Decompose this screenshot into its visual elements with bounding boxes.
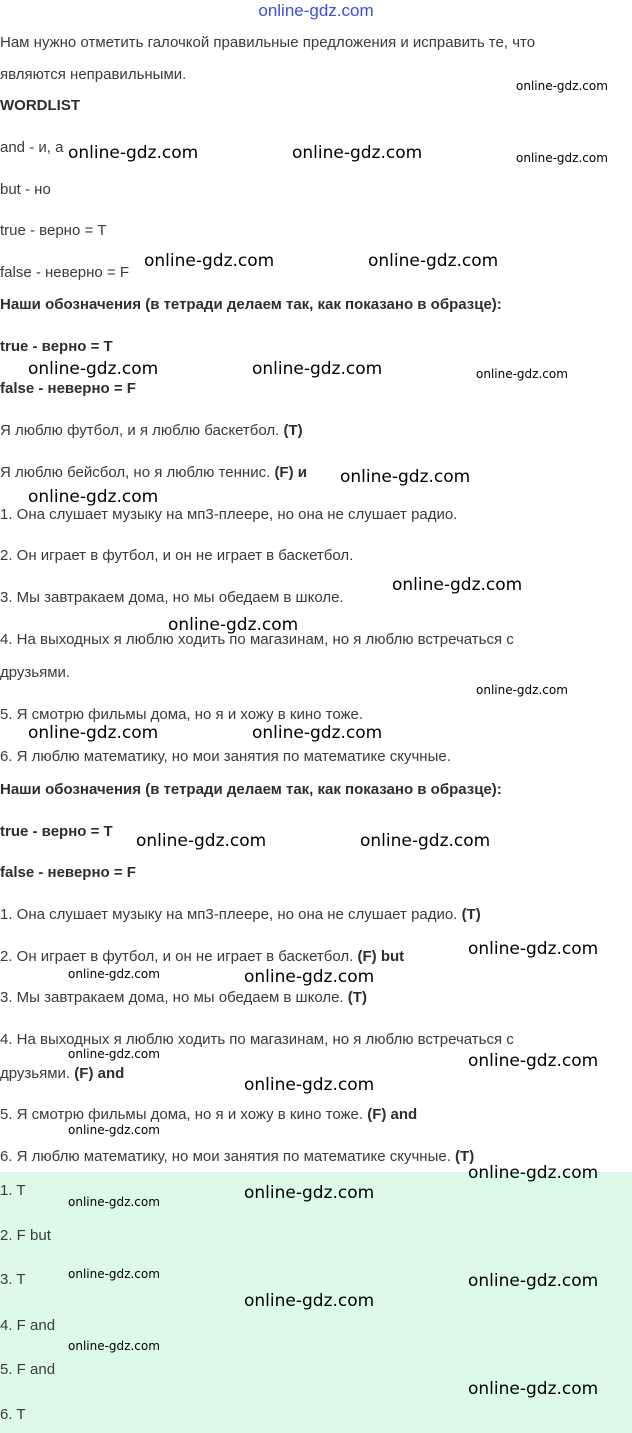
watermark: online-gdz.com [252, 359, 383, 379]
watermark: online-gdz.com [468, 1379, 599, 1399]
marked-text: 6. Я люблю математику, но мои занятия по математике скучные. [0, 1148, 456, 1165]
sentence-line: 2. Он играет в футбол, и он не играет в баскетбол. [0, 547, 354, 564]
answer-item: 3. T [0, 1271, 26, 1288]
watermark: online-gdz.com [468, 939, 599, 959]
wordlist-item: but - но [0, 181, 51, 198]
watermark: online-gdz.com [244, 1183, 375, 1203]
watermark: online-gdz.com [292, 143, 423, 163]
marked-line [0, 989, 367, 1007]
marked-line [0, 1148, 474, 1166]
sentence-line: 1. Она слушает музыку на мп3-плеере, но она не слушает радио. [0, 506, 458, 523]
example-text: Я люблю бейсбол, но я люблю теннис. [0, 464, 275, 481]
watermark: online-gdz.com [68, 967, 160, 981]
watermark: online-gdz.com [392, 575, 523, 595]
marked-text: друзьями. [0, 1065, 75, 1082]
sentence-line: друзьями. [0, 664, 71, 681]
watermark: online-gdz.com [28, 487, 159, 507]
marked-text: 2. Он играет в футбол, и он не играет в баскетбол. [0, 948, 358, 965]
example-line [0, 464, 307, 482]
watermark: online-gdz.com [516, 79, 608, 93]
watermark: online-gdz.com [360, 831, 491, 851]
watermark: online-gdz.com [468, 1051, 599, 1071]
watermark: online-gdz.com [28, 359, 159, 379]
watermark: online-gdz.com [244, 967, 375, 987]
site-logo[interactable]: online-gdz.com [258, 1, 374, 20]
watermark: online-gdz.com [516, 151, 608, 165]
marked-mark: (F) and [74, 1065, 125, 1082]
watermark: online-gdz.com [468, 1271, 599, 1291]
marked-line [0, 948, 404, 966]
watermark: online-gdz.com [68, 1267, 160, 1281]
marked-text: 1. Она слушает музыку на мп3-плеере, но она не слушает радио. [0, 906, 462, 923]
watermark: online-gdz.com [68, 1047, 160, 1061]
intro-line-1: Нам нужно отметить галочкой правильные предложения и исправить те, что [0, 34, 536, 51]
answer-item: 4. F and [0, 1317, 56, 1334]
answer-item: 1. T [0, 1182, 26, 1199]
watermark: online-gdz.com [136, 831, 267, 851]
wordlist-item: true - верно = T [0, 222, 107, 239]
marked-mark: (T) [455, 1148, 475, 1165]
watermark: online-gdz.com [68, 1123, 160, 1137]
marked-mark: (F) and [367, 1106, 418, 1123]
watermark: online-gdz.com [476, 367, 568, 381]
notation-true: true - верно = T [0, 338, 113, 355]
marked-line [0, 1106, 417, 1124]
watermark: online-gdz.com [168, 615, 299, 635]
notation-false: false - неверно = F [0, 380, 136, 397]
marked-mark: (T) [347, 989, 367, 1006]
watermark: online-gdz.com [144, 251, 275, 271]
sentence-line: 3. Мы завтракаем дома, но мы обедаем в школе. [0, 589, 344, 606]
notation2-false: false - неверно = F [0, 864, 136, 881]
answer-item: 5. F and [0, 1361, 56, 1378]
marked-text: 3. Мы завтракаем дома, но мы обедаем в школе. [0, 989, 348, 1006]
watermark: online-gdz.com [468, 1163, 599, 1183]
wordlist-item: and - и, а [0, 139, 64, 156]
watermark: online-gdz.com [68, 1195, 160, 1209]
marked-mark: (T) [461, 906, 481, 923]
watermark: online-gdz.com [68, 1339, 160, 1353]
marked-text: 5. Я смотрю фильмы дома, но я и хожу в кино тоже. [0, 1106, 368, 1123]
marked-mark: (F) but [357, 948, 405, 965]
watermark: online-gdz.com [340, 467, 471, 487]
watermark: online-gdz.com [476, 683, 568, 697]
wordlist-item: false - неверно = F [0, 264, 130, 281]
watermark: online-gdz.com [28, 723, 159, 743]
answer-item: 6. T [0, 1406, 26, 1423]
wordlist-title: WORDLIST [0, 97, 80, 114]
notation2-true: true - верно = T [0, 823, 113, 840]
sentence-line: 6. Я люблю математику, но мои занятия по математике скучные. [0, 748, 451, 765]
watermark: online-gdz.com [252, 723, 383, 743]
answer-item: 2. F but [0, 1227, 51, 1244]
sentence-line: 4. На выходных я люблю ходить по магазинам, но я люблю встречаться с [0, 631, 514, 648]
example-mark: (T) [283, 422, 303, 439]
marked-line [0, 906, 481, 924]
notation-title: Наши обозначения (в тетради делаем так, как показано в образце): [0, 296, 502, 313]
example-mark: (F) и [274, 464, 307, 481]
watermark: online-gdz.com [368, 251, 499, 271]
example-line [0, 422, 303, 440]
marked-line [0, 1065, 124, 1083]
watermark: online-gdz.com [244, 1291, 375, 1311]
intro-line-2: являются неправильными. [0, 66, 187, 83]
watermark: online-gdz.com [244, 1075, 375, 1095]
example-text: Я люблю футбол, и я люблю баскетбол. [0, 422, 284, 439]
marked-text: 4. На выходных я люблю ходить по магазинам, но я люблю встречаться с [0, 1031, 514, 1048]
sentence-line: 5. Я смотрю фильмы дома, но я и хожу в кино тоже. [0, 706, 364, 723]
watermark: online-gdz.com [68, 143, 199, 163]
notation2-title: Наши обозначения (в тетради делаем так, как показано в образце): [0, 781, 502, 798]
